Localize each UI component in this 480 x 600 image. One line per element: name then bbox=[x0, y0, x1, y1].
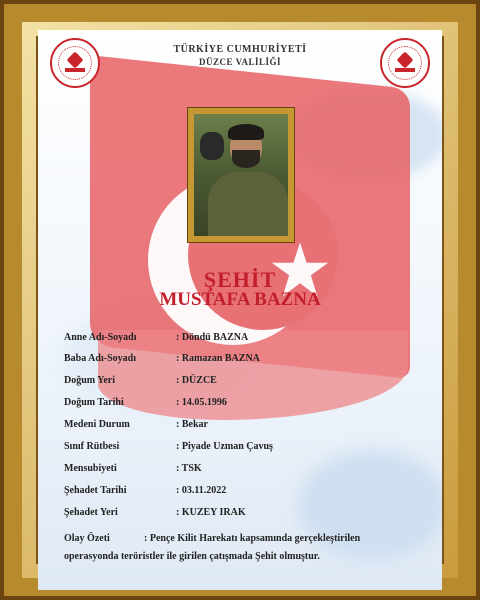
hair bbox=[228, 124, 264, 140]
field-value: : Döndü BAZNA bbox=[176, 332, 249, 343]
issuer-header bbox=[38, 44, 442, 67]
gloved-hand bbox=[200, 132, 224, 160]
title-name: MUSTAFA BAZNA bbox=[159, 289, 321, 310]
field-label: Şehadet Tarihi bbox=[64, 485, 127, 496]
title-martyr: ŞEHİT bbox=[203, 267, 277, 292]
field-value: : Bekar bbox=[176, 419, 208, 430]
field-value: : DÜZCE bbox=[176, 375, 217, 386]
beard bbox=[232, 150, 260, 168]
event-text-line-1: : Pençe Kilit Harekatı kapsamında gerçekleştirilen bbox=[144, 533, 361, 544]
field-label: Doğum Yeri bbox=[64, 375, 116, 386]
field-value: : TSK bbox=[176, 463, 202, 474]
field-label: Şehadet Yeri bbox=[64, 507, 118, 518]
memorial-poster bbox=[38, 30, 442, 590]
field-label: Doğum Tarihi bbox=[64, 397, 124, 408]
field-label: Medeni Durum bbox=[64, 419, 130, 430]
event-text-line-2: operasyonda teröristler ile girilen çatışmada Şehit olmuştur. bbox=[64, 551, 320, 562]
field-value: : 03.11.2022 bbox=[176, 485, 227, 496]
event-label: Olay Özeti bbox=[64, 533, 110, 544]
field-label: Baba Adı-Soyadı bbox=[64, 353, 136, 364]
field-value: : 14.05.1996 bbox=[176, 397, 227, 408]
field-value: : Ramazan BAZNA bbox=[176, 353, 260, 364]
portrait-photo bbox=[188, 108, 294, 242]
uniform bbox=[208, 172, 288, 242]
event-summary bbox=[64, 530, 420, 566]
field-label: Mensubiyeti bbox=[64, 463, 117, 474]
field-value: : KUZEY IRAK bbox=[176, 507, 246, 518]
flag-wave bbox=[98, 330, 408, 420]
field-value: : Piyade Uzman Çavuş bbox=[176, 441, 273, 452]
field-label: Anne Adı-Soyadı bbox=[64, 332, 137, 343]
field-label: Sınıf Rütbesi bbox=[64, 441, 120, 452]
issuer-line-2: DÜZCE VALİLİĞİ bbox=[199, 57, 281, 67]
issuer-line-1: TÜRKİYE CUMHURİYETİ bbox=[173, 44, 307, 55]
